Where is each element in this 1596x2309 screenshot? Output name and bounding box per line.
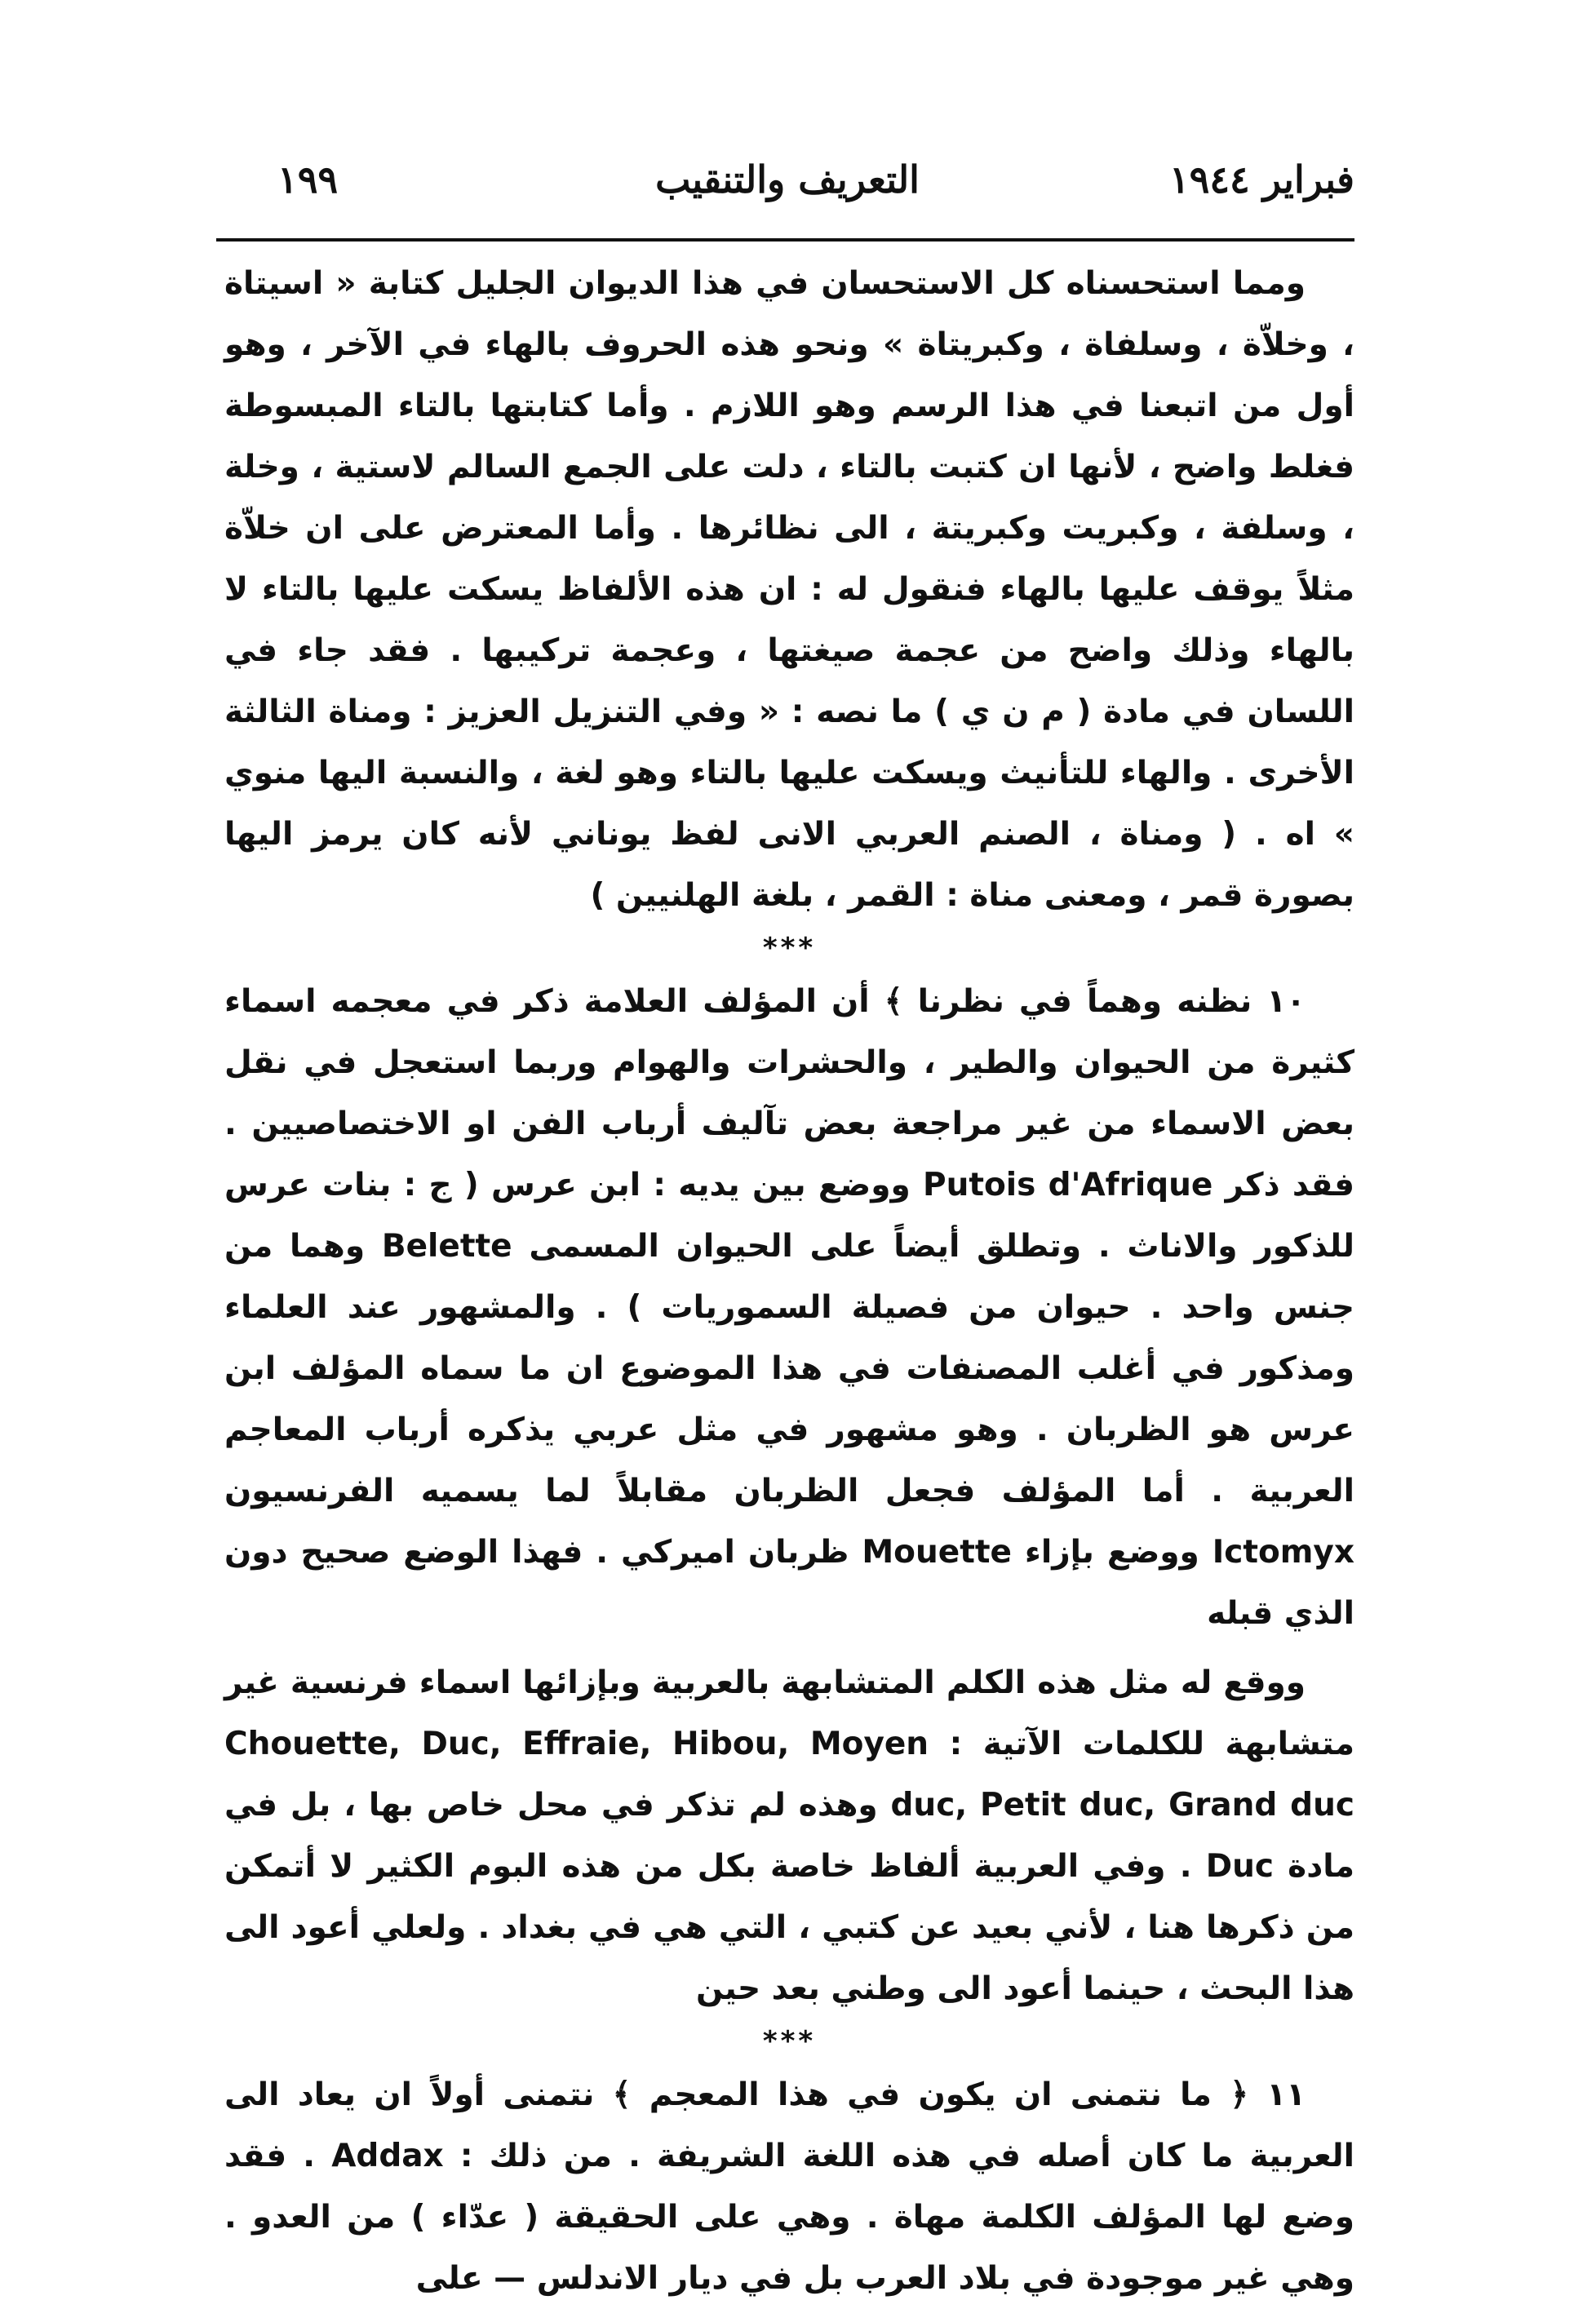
- page-number: ١٩٩: [277, 157, 339, 202]
- paragraph-3: ووقع له مثل هذه الكلم المتشابهة بالعربية وبإزائها اسماء فرنسية غير متشابهة للكلمات الآتية : Chouette, Duc, Effraie, Hibou, Moyen duc, Petit duc, Grand duc وهذه لم تذكر في محل خاص بها ، بل في مادة Duc . وفي العربية ألفاظ خاصة بكل من هذه البوم الكثير لا أتمكن من ذكرها هنا ، لأني بعيد عن كتبي ، التي هي في بغداد . ولعلي أعود الى هذا البحث ، حينما أعود الى وطني بعد حين: [224, 1664, 1355, 2007]
- section-separator-2: ***: [762, 2025, 817, 2058]
- running-header: [220, 151, 1354, 224]
- paragraph-2: ١٠ نظنه وهماً في نظرنا ﴾ أن المؤلف العلامة ذكر في معجمه اسماء كثيرة من الحيوان والطير ، والحشرات والهوام وربما استعجل في نقل بعض الاسماء من غير مراجعة بعض تآليف أرباب الفن او الاختصاصيين . فقد ذكر Putois d'Afrique ووضع بين يديه : ابن عرس ( ج : بنات عرس للذكور والاناث . وتطلق أيضاً على الحيوان المسمى Belette وهما من جنس واحد . حيوان من فصيلة السموريات ) . والمشهور عند العلماء ومذكور في أغلب المصنفات في هذا الموضوع ان ما سماه المؤلف ابن عرس هو الظربان . وهو مشهور في مثل عربي يذكره أرباب المعاجم العربية . أما المؤلف فجعل الظربان مقابلاً لما يسميه الفرنسيون Ictomyx ووضع بإزاء Mouette ظربان اميركي . فهذا الوضع صحيح دون الذي قبله: [224, 983, 1355, 1632]
- header-title: التعريف والتنقيب: [655, 157, 920, 202]
- paragraph-1: ومما استحسناه كل الاستحسان في هذا الديوان الجليل كتابة « اسيتاة ، وخلاّة ، وسلفاة ، وكبريتاة » ونحو هذه الحروف بالهاء في الآخر ، وهو أول من اتبعنا في هذا الرسم وهو اللازم . وأما كتابتها بالتاء المبسوطة فغلط واضح ، لأنها ان كتبت بالتاء ، دلت على الجمع السالم لاستية ، وخلة ، وسلفة ، وكبريت وكبريتة ، الى نظائرها . وأما المعترض على ان خلاّة مثلاً يوقف عليها بالهاء فنقول له : ان هذه الألفاظ يسكت عليها بالتاء لا بالهاء وذلك واضح من عجمة صيغتها ، وعجمة تركيبها . فقد جاء في اللسان في مادة ( م ن ي ) ما نصه : « وفي التنزيل العزيز : ومناة الثالثة الأخرى . والهاء للتأنيث ويسكت عليها بالتاء وهو لغة ، والنسبة اليها منوي » اه . ( ومناة ، الصنم العربي الانى لفظ يوناني لأنه كان يرمز اليها بصورة قمر ، ومعنى مناة : القمر ، بلغة الهلنيين ): [224, 265, 1354, 914]
- header-rule: [216, 238, 1354, 242]
- body-text: [224, 253, 1354, 2309]
- paragraph-4: ١١ ﴿ ما نتمنى ان يكون في هذا المعجم ﴾ نتمنى أولاً ان يعاد الى العربية ما كان أصله في هذه اللغة الشريفة . من ذلك : Addax . فقد وضع لها المؤلف الكلمة مهاة . وهي على الحقيقة ( عدّاء ) من العدو . وهي غير موجودة في بلاد العرب بل في ديار الاندلس — على: [224, 2076, 1354, 2297]
- section-separator-1: ***: [762, 932, 817, 964]
- header-date: فبراير ١٩٤٤: [1168, 157, 1354, 202]
